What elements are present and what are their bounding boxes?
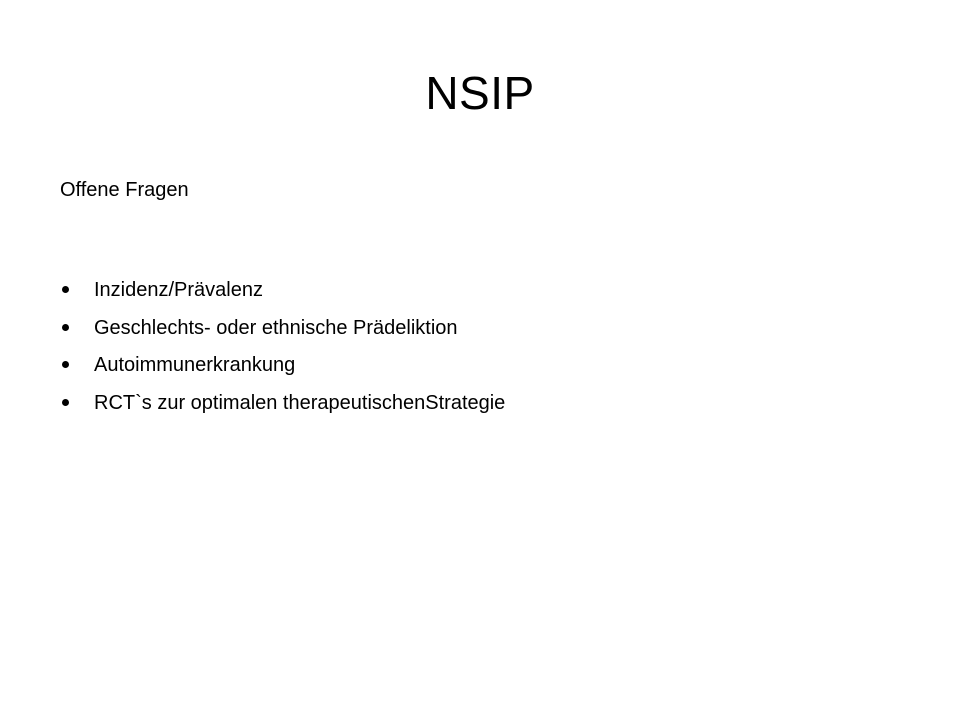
- bullet-text: Autoimmunerkrankung: [94, 354, 296, 376]
- bullet-item: [60, 274, 505, 312]
- bullet-text: RCT`s zur optimalen therapeutischenStrategie: [94, 391, 506, 414]
- bullet-icon: [62, 286, 69, 293]
- bullet-icon: [62, 361, 69, 368]
- bullet-list: [60, 274, 505, 424]
- slide-subtitle: Offene Fragen: [60, 179, 189, 201]
- bullet-item: [60, 312, 505, 350]
- bullet-text: Inzidenz/Prävalenz: [94, 279, 263, 301]
- slide-title: NSIP: [425, 67, 535, 119]
- bullet-text: Geschlechts- oder ethnische Prädeliktion: [94, 316, 458, 339]
- bullet-icon: [62, 399, 69, 406]
- bullet-item: [60, 387, 505, 425]
- bullet-icon: [62, 324, 69, 331]
- bullet-item: [60, 349, 505, 387]
